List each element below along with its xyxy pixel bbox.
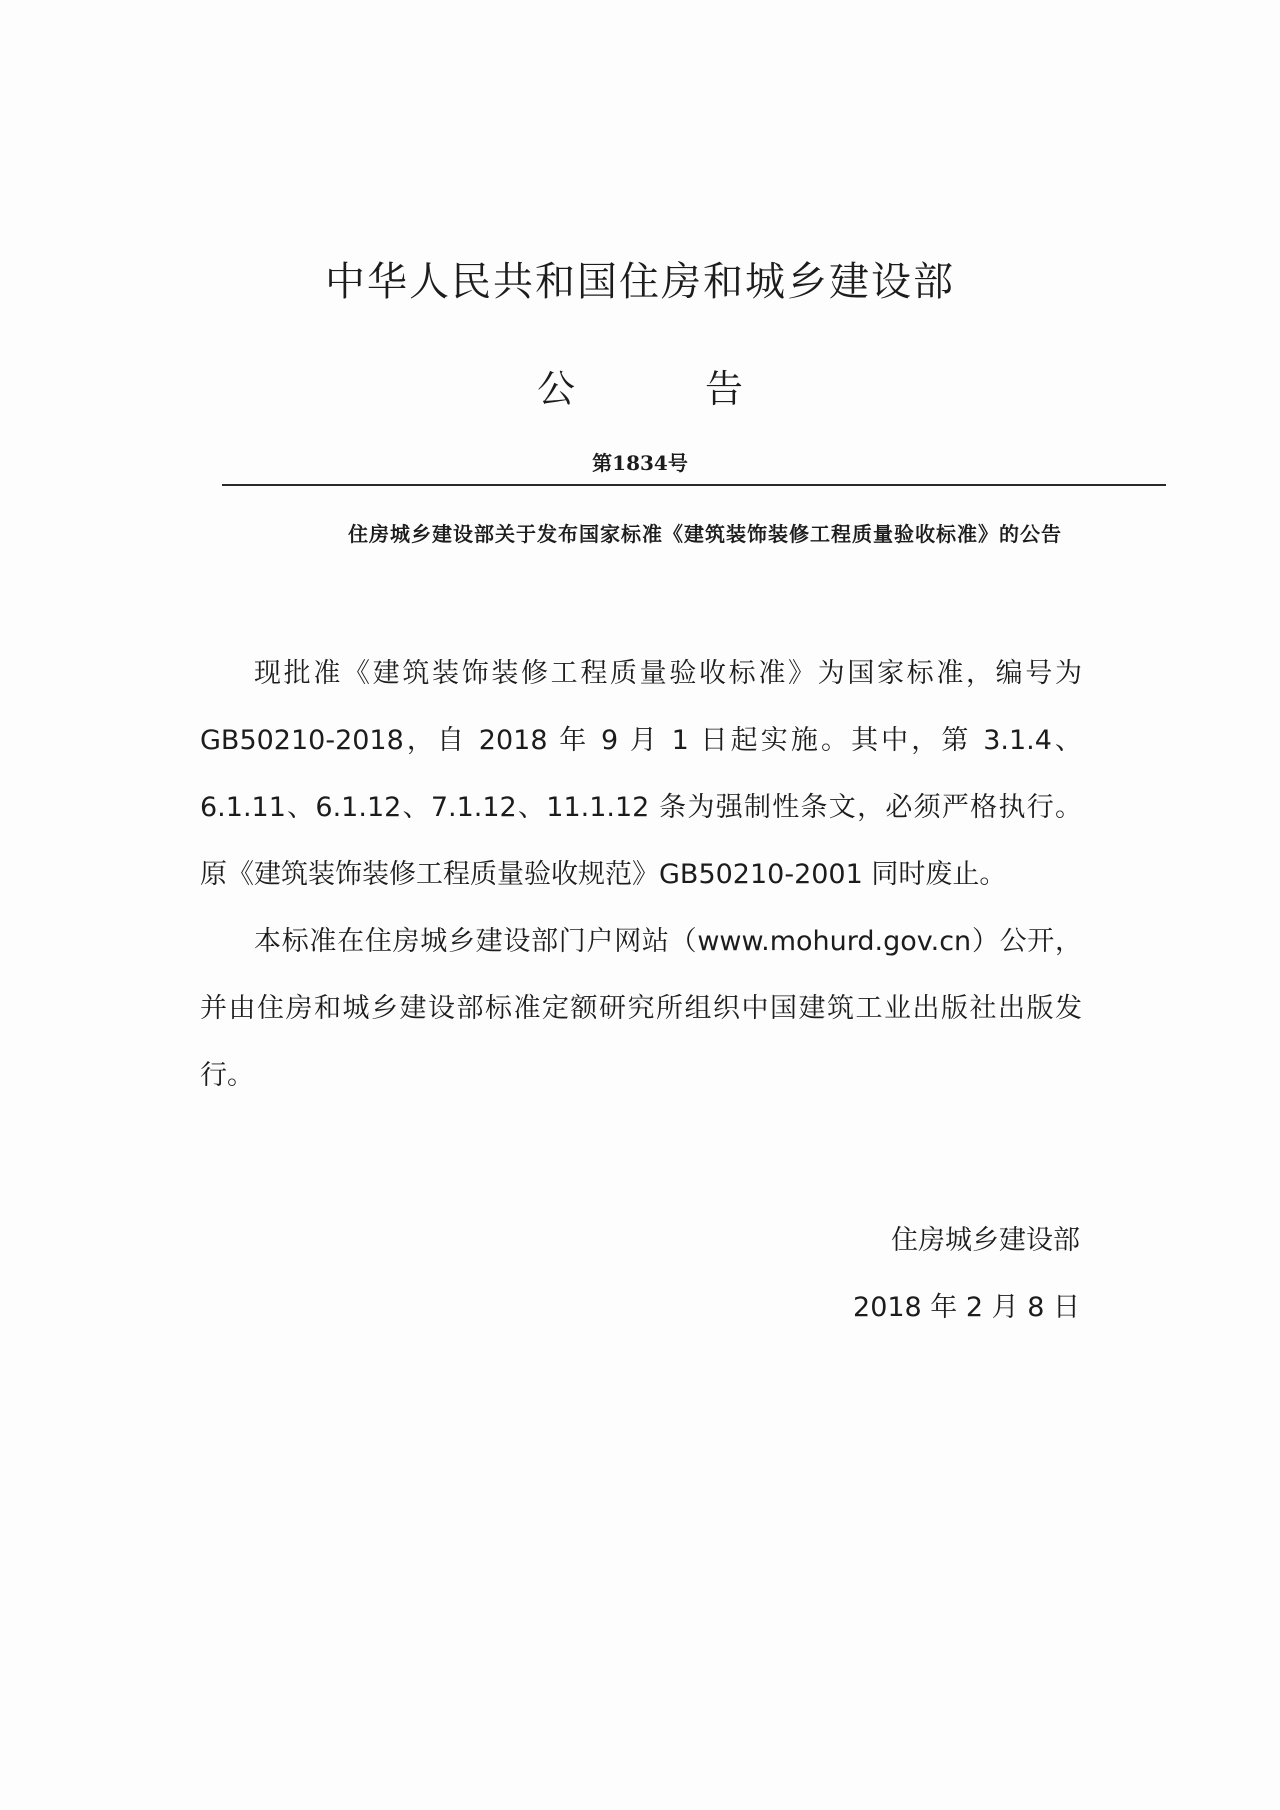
- notice-heading: 公告: [536, 367, 873, 411]
- signature-date: 2018 年 2 月 8 日: [853, 1292, 1080, 1323]
- notice-body: [200, 640, 1082, 1109]
- signature-block: [853, 1207, 1080, 1341]
- signature-org: 住房城乡建设部: [891, 1225, 1080, 1256]
- notice-number: 第1834号: [592, 451, 688, 475]
- title-divider: [222, 484, 1166, 486]
- body-paragraph: 现批准《建筑装饰装修工程质量验收标准》为国家标准，编号为GB50210-2018，自 2018 年 9 月 1 日起实施。其中，第 3.1.4、6.1.11、6.1.12、7.1.12、11.1.12 条为强制性条文，必须严格执行。原《建筑装饰装修工程质量验收规范》GB50210-2001 同时废止。: [200, 658, 1082, 890]
- ministry-title: 中华人民共和国住房和城乡建设部: [325, 259, 955, 305]
- body-paragraph: 本标准在住房城乡建设部门户网站（www.mohurd.gov.cn）公开，并由住房和城乡建设部标准定额研究所组织中国建筑工业出版社出版发行。: [200, 926, 1082, 1091]
- notice-subject: 住房城乡建设部关于发布国家标准《建筑装饰装修工程质量验收标准》的公告: [348, 522, 1062, 546]
